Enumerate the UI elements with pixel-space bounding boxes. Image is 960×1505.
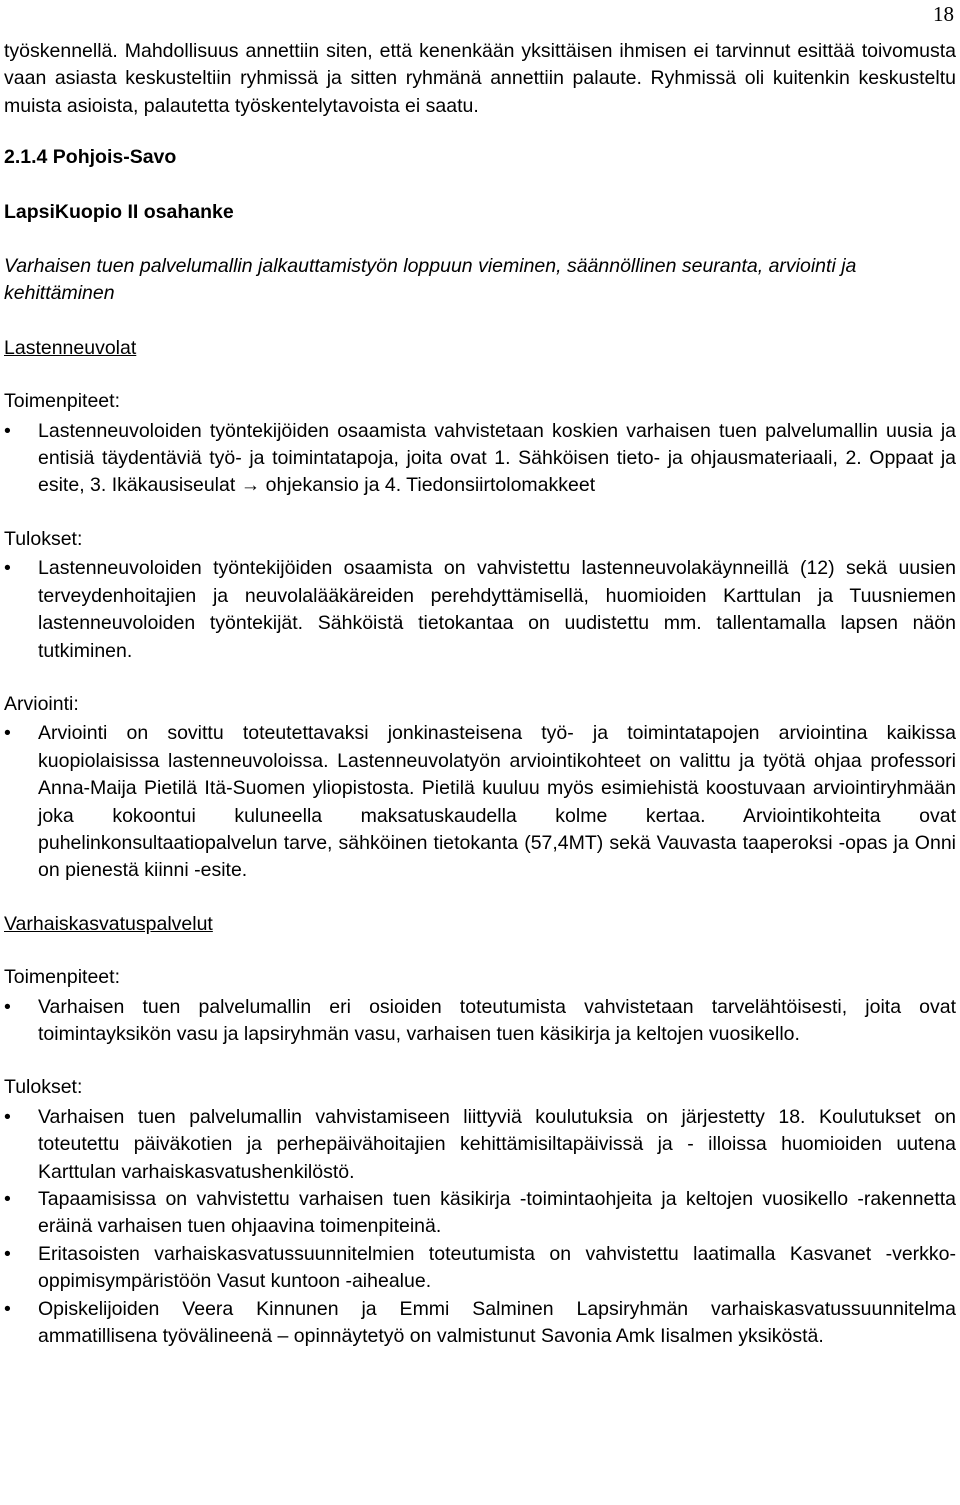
tulokset-label: Tulokset: [4, 527, 83, 550]
page-number: 18 [933, 2, 954, 26]
section-heading: 2.1.4 Pohjois-Savo [4, 146, 177, 169]
project-goal: Varhaisen tuen palvelumallin jalkauttamistyön loppuun vieminen, säännöllinen seuranta, arviointi ja kehittäminen [4, 255, 857, 305]
toimenpiteet-label: Toimenpiteet: [4, 966, 120, 989]
toimenpiteet-list [4, 994, 956, 1049]
toimenpiteet-label: Toimenpiteet: [4, 390, 120, 413]
subsection-title-lastenneuvolat: Lastenneuvolat [4, 336, 137, 359]
arviointi-label: Arviointi: [4, 692, 79, 715]
document-body [4, 38, 956, 1376]
list-item: • Opiskelijoiden Veera Kinnunen ja Emmi Salminen Lapsiryhmän varhaiskasvatussuunnitelma ammatillisena työvälineenä – opinnäytetyö on valmistunut Savonia Amk Iisalmen yksiköstä. [4, 1296, 956, 1351]
tulokset-list [4, 1104, 956, 1351]
project-title: LapsiKuopio II osahanke [4, 200, 234, 223]
intro-paragraph: työskennellä. Mahdollisuus annettiin siten, että kenenkään yksittäisen ihmisen ei tarvinnut esittää toivomusta vaan asiasta keskusteltiin ryhmissä ja sitten ryhmänä annettiin palaute. Ryhmissä oli kuitenkin keskusteltu muista asioista, palautetta työskentelytavoista ei saatu. [4, 40, 956, 117]
subsection-title-varhaiskasvatus: Varhaiskasvatuspalvelut [4, 912, 213, 935]
list-item: • Arviointi on sovittu toteutettavaksi jonkinasteisena työ- ja toimintatapojen arviointina kaikissa kuopiolaisissa lastenneuvoloissa. Lastenneuvolatyön arviointikohteet on valittu ja työtä ohjaa professori Anna-Maija Pietilä Itä-Suomen yliopistosta. Pietilä kuuluu myös esimiehistä koostuvaan arviointiryhmään joka kokoontui kuluneella maksatuskaudella kolme kertaa. Arviointikohteita ovat puhelinkonsultaatiopalvelun tarve, sähköinen tietokanta (57,4MT) sekä Vauvasta taaperoksi -opas ja Onni on pienestä kiinni -esite. [4, 720, 956, 884]
list-item: • Lastenneuvoloiden työntekijöiden osaamista on vahvistettu lastenneuvolakäynneillä (12) sekä uusien terveydenhoitajien ja neuvolalääkäreiden perehdyttämisellä, huomioiden Karttulan ja Tuusniemen lastenneuvoloiden työntekijät. Sähköistä tietokantaa on uudistettu mm. tallentamalla lapsen näön tutkiminen. [4, 555, 956, 665]
tulokset-list [4, 555, 956, 665]
list-item: • Varhaisen tuen palvelumallin vahvistamiseen liittyviä koulutuksia on järjestetty 18. Koulutukset on toteutettu päiväkotien ja perhepäivähoitajien kehittämisiltapäivissä ja - illoissa huomioiden uutena Karttulan varhaiskasvatushenkilöstö. [4, 1104, 956, 1186]
list-item: • Eritasoisten varhaiskasvatussuunnitelmien toteutumista on vahvistettu laatimalla Kasvanet -verkko-oppimisympäristöön Vasut kuntoon -aihealue. [4, 1241, 956, 1296]
list-item: • Tapaamisissa on vahvistettu varhaisen tuen käsikirja -toimintaohjeita ja keltojen vuosikello -rakennetta eräinä varhaisen tuen ohjaavina toimenpiteinä. [4, 1186, 956, 1241]
list-item: • Lastenneuvoloiden työntekijöiden osaamista vahvistetaan koskien varhaisen tuen palvelumallin uusia ja entisiä täydentäviä työ- ja toimintatapoja, joita ovat 1. Sähköisen tieto- ja ohjausmateriaali, 2. Oppaat ja esite, 3. Ikäkausiseulat → ohjekansio ja 4. Tiedonsiirtolomakkeet [4, 418, 956, 500]
tulokset-label: Tulokset: [4, 1076, 83, 1099]
toimenpiteet-list [4, 418, 956, 500]
arviointi-list [4, 720, 956, 884]
list-item: • Varhaisen tuen palvelumallin eri osioiden toteutumista vahvistetaan tarvelähtöisesti, joita ovat toimintayksikön vasu ja lapsiryhmän vasu, varhaisen tuen käsikirja ja keltojen vuosikello. [4, 994, 956, 1049]
